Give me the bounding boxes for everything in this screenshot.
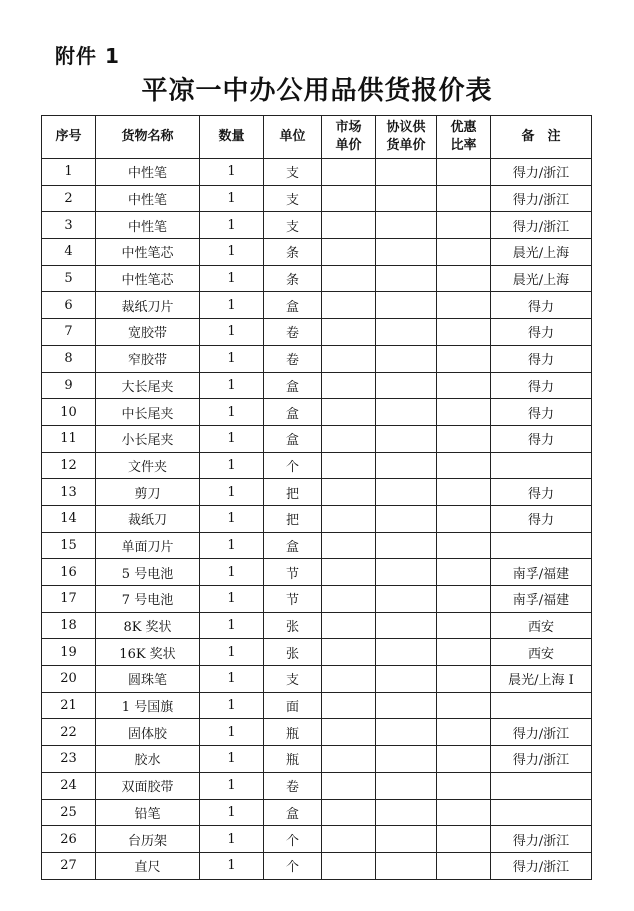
cell-quantity: 1: [200, 852, 264, 879]
cell-agreement-price: [376, 559, 437, 586]
cell-agreement-price: [376, 185, 437, 212]
table-row: [42, 265, 592, 292]
cell-quantity: 1: [200, 479, 264, 506]
cell-item-name: 单面刀片: [96, 532, 200, 559]
cell-unit: 节: [264, 559, 322, 586]
cell-index: 21: [42, 692, 96, 719]
header-index: 序号: [42, 116, 96, 159]
cell-remarks: 得力: [491, 292, 592, 319]
cell-index: 22: [42, 719, 96, 746]
table-row: [42, 559, 592, 586]
cell-quantity: 1: [200, 559, 264, 586]
cell-remarks: [491, 799, 592, 826]
cell-market-price: [322, 612, 376, 639]
cell-discount-rate: [437, 372, 491, 399]
cell-quantity: 1: [200, 826, 264, 853]
cell-item-name: 窄胶带: [96, 345, 200, 372]
table-row: [42, 212, 592, 239]
cell-index: 3: [42, 212, 96, 239]
cell-item-name: 圆珠笔: [96, 666, 200, 693]
cell-quantity: 1: [200, 425, 264, 452]
cell-agreement-price: [376, 212, 437, 239]
cell-index: 7: [42, 319, 96, 346]
cell-market-price: [322, 212, 376, 239]
cell-discount-rate: [437, 239, 491, 266]
cell-agreement-price: [376, 772, 437, 799]
cell-remarks: 西安: [491, 612, 592, 639]
cell-item-name: 1 号国旗: [96, 692, 200, 719]
cell-quantity: 1: [200, 265, 264, 292]
cell-item-name: 中性笔芯: [96, 265, 200, 292]
cell-agreement-price: [376, 479, 437, 506]
table-body: [42, 159, 592, 880]
table-row: [42, 185, 592, 212]
cell-quantity: 1: [200, 746, 264, 773]
cell-agreement-price: [376, 852, 437, 879]
table-header-row: [42, 116, 592, 159]
cell-unit: 节: [264, 586, 322, 613]
table-row: [42, 852, 592, 879]
cell-market-price: [322, 292, 376, 319]
cell-item-name: 8K 奖状: [96, 612, 200, 639]
cell-remarks: 得力/浙江: [491, 719, 592, 746]
cell-market-price: [322, 372, 376, 399]
cell-item-name: 双面胶带: [96, 772, 200, 799]
cell-remarks: 得力: [491, 505, 592, 532]
cell-remarks: 得力/浙江: [491, 852, 592, 879]
header-remarks: 备 注: [491, 116, 592, 159]
cell-item-name: 大长尾夹: [96, 372, 200, 399]
cell-discount-rate: [437, 265, 491, 292]
header-discount-rate: 优惠 比率: [437, 116, 491, 159]
cell-market-price: [322, 826, 376, 853]
cell-quantity: 1: [200, 345, 264, 372]
cell-remarks: [491, 452, 592, 479]
cell-market-price: [322, 692, 376, 719]
cell-item-name: 中长尾夹: [96, 399, 200, 426]
cell-unit: 把: [264, 479, 322, 506]
cell-agreement-price: [376, 159, 437, 186]
cell-discount-rate: [437, 292, 491, 319]
cell-index: 12: [42, 452, 96, 479]
cell-discount-rate: [437, 826, 491, 853]
table-row: [42, 586, 592, 613]
cell-index: 2: [42, 185, 96, 212]
table-row: [42, 345, 592, 372]
cell-discount-rate: [437, 425, 491, 452]
cell-remarks: 得力: [491, 319, 592, 346]
document-title: 平凉一中办公用品供货报价表: [141, 76, 493, 106]
cell-market-price: [322, 746, 376, 773]
cell-discount-rate: [437, 452, 491, 479]
cell-unit: 支: [264, 159, 322, 186]
cell-index: 8: [42, 345, 96, 372]
cell-item-name: 铅笔: [96, 799, 200, 826]
table-row: [42, 425, 592, 452]
cell-item-name: 文件夹: [96, 452, 200, 479]
cell-index: 26: [42, 826, 96, 853]
cell-discount-rate: [437, 159, 491, 186]
cell-unit: 盒: [264, 532, 322, 559]
cell-discount-rate: [437, 479, 491, 506]
cell-item-name: 固体胶: [96, 719, 200, 746]
cell-discount-rate: [437, 719, 491, 746]
cell-quantity: 1: [200, 399, 264, 426]
cell-index: 10: [42, 399, 96, 426]
attachment-label: 附件 1: [55, 44, 120, 68]
cell-discount-rate: [437, 559, 491, 586]
cell-index: 25: [42, 799, 96, 826]
cell-remarks: 晨光/上海: [491, 265, 592, 292]
table-row: [42, 399, 592, 426]
cell-quantity: 1: [200, 772, 264, 799]
cell-market-price: [322, 185, 376, 212]
table-row: [42, 746, 592, 773]
cell-discount-rate: [437, 399, 491, 426]
table-row: [42, 159, 592, 186]
cell-quantity: 1: [200, 239, 264, 266]
cell-item-name: 裁纸刀: [96, 505, 200, 532]
cell-remarks: [491, 692, 592, 719]
table-row: [42, 452, 592, 479]
cell-unit: 个: [264, 452, 322, 479]
cell-item-name: 胶水: [96, 746, 200, 773]
cell-index: 5: [42, 265, 96, 292]
cell-agreement-price: [376, 452, 437, 479]
cell-remarks: 南孚/福建: [491, 559, 592, 586]
cell-agreement-price: [376, 292, 437, 319]
cell-item-name: 小长尾夹: [96, 425, 200, 452]
cell-quantity: 1: [200, 586, 264, 613]
cell-agreement-price: [376, 505, 437, 532]
cell-unit: 张: [264, 612, 322, 639]
cell-discount-rate: [437, 666, 491, 693]
cell-remarks: 得力: [491, 479, 592, 506]
cell-unit: 把: [264, 505, 322, 532]
table-row: [42, 826, 592, 853]
header-market-price: 市场 单价: [322, 116, 376, 159]
cell-index: 6: [42, 292, 96, 319]
cell-discount-rate: [437, 345, 491, 372]
cell-discount-rate: [437, 639, 491, 666]
table-row: [42, 479, 592, 506]
cell-quantity: 1: [200, 799, 264, 826]
cell-discount-rate: [437, 586, 491, 613]
cell-discount-rate: [437, 799, 491, 826]
cell-item-name: 中性笔芯: [96, 239, 200, 266]
cell-remarks: 得力/浙江: [491, 826, 592, 853]
cell-quantity: 1: [200, 212, 264, 239]
cell-market-price: [322, 666, 376, 693]
cell-discount-rate: [437, 692, 491, 719]
cell-quantity: 1: [200, 505, 264, 532]
header-unit: 单位: [264, 116, 322, 159]
cell-agreement-price: [376, 265, 437, 292]
cell-discount-rate: [437, 505, 491, 532]
cell-quantity: 1: [200, 372, 264, 399]
table-row: [42, 532, 592, 559]
cell-index: 4: [42, 239, 96, 266]
table-row: [42, 612, 592, 639]
cell-discount-rate: [437, 532, 491, 559]
cell-market-price: [322, 639, 376, 666]
cell-unit: 盒: [264, 399, 322, 426]
cell-unit: 条: [264, 239, 322, 266]
cell-quantity: 1: [200, 666, 264, 693]
cell-quantity: 1: [200, 292, 264, 319]
cell-remarks: 得力/浙江: [491, 159, 592, 186]
cell-agreement-price: [376, 399, 437, 426]
table-row: [42, 719, 592, 746]
cell-index: 9: [42, 372, 96, 399]
cell-market-price: [322, 319, 376, 346]
table-row: [42, 639, 592, 666]
cell-agreement-price: [376, 532, 437, 559]
cell-item-name: 中性笔: [96, 185, 200, 212]
cell-unit: 盒: [264, 799, 322, 826]
cell-agreement-price: [376, 345, 437, 372]
cell-unit: 瓶: [264, 719, 322, 746]
cell-unit: 盒: [264, 425, 322, 452]
cell-quantity: 1: [200, 452, 264, 479]
cell-quantity: 1: [200, 612, 264, 639]
table-row: [42, 372, 592, 399]
cell-item-name: 中性笔: [96, 212, 200, 239]
cell-unit: 盒: [264, 372, 322, 399]
cell-market-price: [322, 425, 376, 452]
cell-discount-rate: [437, 612, 491, 639]
cell-market-price: [322, 719, 376, 746]
cell-market-price: [322, 265, 376, 292]
cell-market-price: [322, 239, 376, 266]
cell-market-price: [322, 452, 376, 479]
cell-remarks: 南孚/福建: [491, 586, 592, 613]
price-quote-table: [41, 115, 592, 880]
cell-item-name: 5 号电池: [96, 559, 200, 586]
cell-index: 16: [42, 559, 96, 586]
cell-remarks: 得力/浙江: [491, 746, 592, 773]
cell-agreement-price: [376, 799, 437, 826]
cell-discount-rate: [437, 185, 491, 212]
cell-agreement-price: [376, 612, 437, 639]
cell-quantity: 1: [200, 719, 264, 746]
cell-agreement-price: [376, 639, 437, 666]
cell-quantity: 1: [200, 319, 264, 346]
cell-remarks: [491, 532, 592, 559]
cell-unit: 条: [264, 265, 322, 292]
cell-quantity: 1: [200, 532, 264, 559]
cell-item-name: 宽胶带: [96, 319, 200, 346]
cell-market-price: [322, 479, 376, 506]
cell-unit: 个: [264, 826, 322, 853]
cell-discount-rate: [437, 852, 491, 879]
cell-unit: 盒: [264, 292, 322, 319]
cell-agreement-price: [376, 586, 437, 613]
cell-index: 14: [42, 505, 96, 532]
cell-item-name: 剪刀: [96, 479, 200, 506]
cell-quantity: 1: [200, 639, 264, 666]
cell-discount-rate: [437, 212, 491, 239]
cell-remarks: [491, 772, 592, 799]
cell-item-name: 16K 奖状: [96, 639, 200, 666]
cell-market-price: [322, 345, 376, 372]
cell-discount-rate: [437, 746, 491, 773]
cell-quantity: 1: [200, 159, 264, 186]
cell-unit: 卷: [264, 319, 322, 346]
cell-item-name: 直尺: [96, 852, 200, 879]
cell-unit: 张: [264, 639, 322, 666]
cell-item-name: 7 号电池: [96, 586, 200, 613]
table-row: [42, 666, 592, 693]
cell-unit: 卷: [264, 345, 322, 372]
cell-agreement-price: [376, 372, 437, 399]
cell-agreement-price: [376, 666, 437, 693]
cell-item-name: 裁纸刀片: [96, 292, 200, 319]
cell-unit: 卷: [264, 772, 322, 799]
cell-index: 17: [42, 586, 96, 613]
cell-agreement-price: [376, 319, 437, 346]
cell-agreement-price: [376, 425, 437, 452]
cell-index: 15: [42, 532, 96, 559]
header-quantity: 数量: [200, 116, 264, 159]
cell-unit: 支: [264, 212, 322, 239]
cell-quantity: 1: [200, 692, 264, 719]
cell-unit: 支: [264, 666, 322, 693]
cell-remarks: 得力/浙江: [491, 185, 592, 212]
cell-index: 24: [42, 772, 96, 799]
cell-remarks: 晨光/上海 I: [491, 666, 592, 693]
table-row: [42, 239, 592, 266]
cell-unit: 支: [264, 185, 322, 212]
cell-remarks: 晨光/上海: [491, 239, 592, 266]
cell-agreement-price: [376, 239, 437, 266]
cell-remarks: 得力: [491, 372, 592, 399]
cell-market-price: [322, 559, 376, 586]
cell-index: 1: [42, 159, 96, 186]
table-row: [42, 692, 592, 719]
cell-remarks: 得力: [491, 399, 592, 426]
cell-unit: 个: [264, 852, 322, 879]
cell-item-name: 台历架: [96, 826, 200, 853]
table-row: [42, 505, 592, 532]
cell-unit: 面: [264, 692, 322, 719]
cell-quantity: 1: [200, 185, 264, 212]
cell-agreement-price: [376, 719, 437, 746]
cell-market-price: [322, 505, 376, 532]
cell-discount-rate: [437, 319, 491, 346]
cell-agreement-price: [376, 746, 437, 773]
cell-remarks: 得力: [491, 345, 592, 372]
cell-market-price: [322, 159, 376, 186]
header-item-name: 货物名称: [96, 116, 200, 159]
cell-agreement-price: [376, 692, 437, 719]
cell-market-price: [322, 772, 376, 799]
cell-item-name: 中性笔: [96, 159, 200, 186]
cell-index: 11: [42, 425, 96, 452]
cell-index: 13: [42, 479, 96, 506]
cell-discount-rate: [437, 772, 491, 799]
cell-remarks: 得力/浙江: [491, 212, 592, 239]
cell-agreement-price: [376, 826, 437, 853]
header-agreement-price: 协议供 货单价: [376, 116, 437, 159]
cell-index: 27: [42, 852, 96, 879]
cell-market-price: [322, 586, 376, 613]
cell-remarks: 西安: [491, 639, 592, 666]
cell-market-price: [322, 532, 376, 559]
cell-index: 20: [42, 666, 96, 693]
table-row: [42, 772, 592, 799]
table-row: [42, 292, 592, 319]
cell-index: 19: [42, 639, 96, 666]
cell-index: 23: [42, 746, 96, 773]
cell-unit: 瓶: [264, 746, 322, 773]
cell-remarks: 得力: [491, 425, 592, 452]
cell-market-price: [322, 399, 376, 426]
cell-market-price: [322, 852, 376, 879]
cell-market-price: [322, 799, 376, 826]
table-row: [42, 799, 592, 826]
cell-index: 18: [42, 612, 96, 639]
table-row: [42, 319, 592, 346]
